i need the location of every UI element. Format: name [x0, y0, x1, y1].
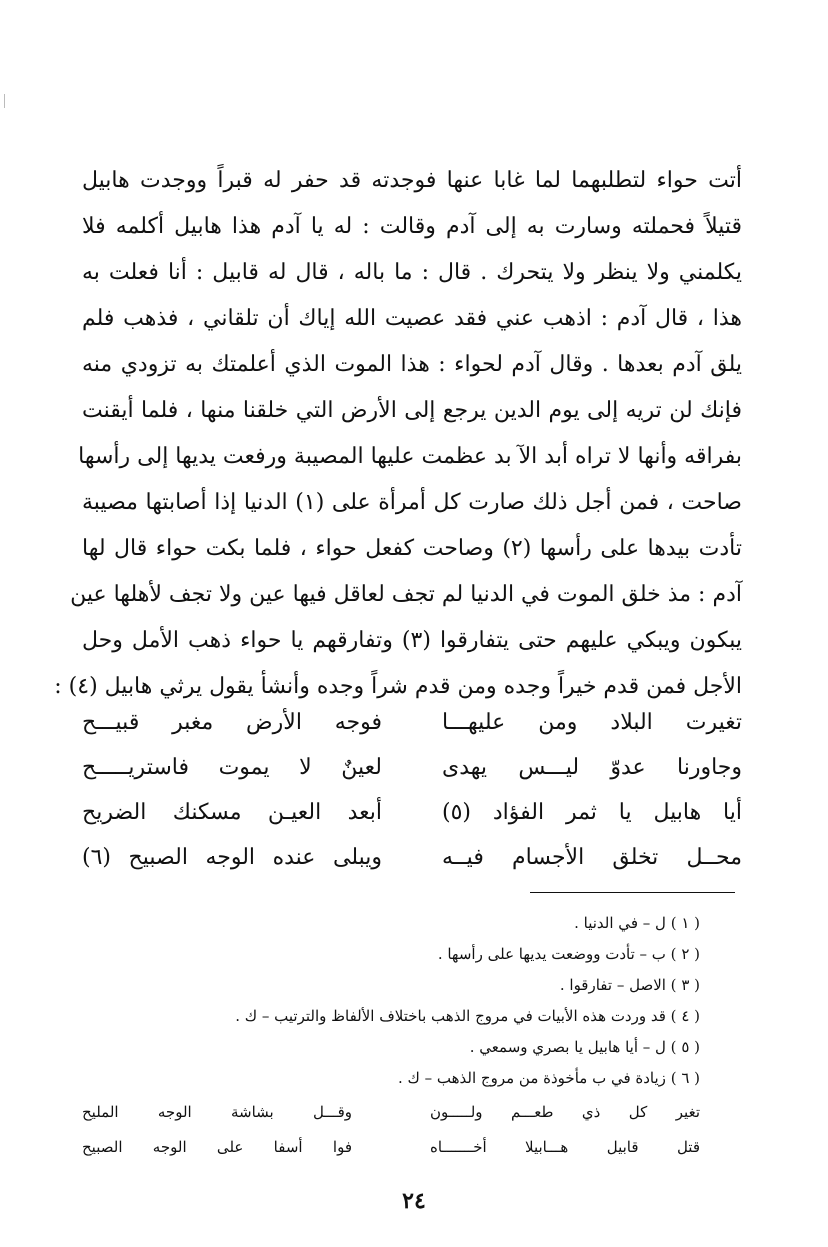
poem-verse	[82, 835, 742, 880]
footnote: ( ٤ ) قد وردت هذه الأبيات في مروج الذهب باختلاف الألفاظ والترتيب – ك .	[235, 1007, 700, 1025]
text-line: هذا ، قال آدم : اذهب عني فقد عصيت الله إياك أن تلقاني ، فذهب فلم	[82, 306, 742, 331]
footnote-verse	[82, 1096, 700, 1129]
footnote-verse-second: فوا أسفا على الوجه الصبيح	[82, 1138, 352, 1156]
page-number: ٢٤	[402, 1188, 426, 1214]
poem-verse	[82, 745, 742, 790]
text-line: يكلمني ولا ينظر ولا يتحرك . قال : ما باله ، قال له قابيل : أنا فعلت به	[82, 260, 742, 285]
text-line: قتيلاً فحملته وسارت به إلى آدم وقالت : له يا آدم هذا هابيل أكلمه فلا	[82, 214, 742, 239]
verse-first-hemistich: وجاورنا عدوّ ليـــس يهدى	[442, 755, 742, 780]
main-text	[54, 158, 742, 710]
footnote: ( ٦ ) زيادة في ب مأخوذة من مروج الذهب – ك .	[397, 1069, 700, 1087]
text-line: يلق آدم بعدها . وقال آدم لحواء : هذا الموت الذي أعلمتك به تزودي منه	[82, 352, 742, 377]
text-line: فإنك لن تريه إلى يوم الدين يرجع إلى الأرض التي خلقنا منها ، فلما أيقنت	[82, 398, 742, 423]
footnote: ( ٥ ) ل – أيا هابيل يا بصري وسمعي .	[469, 1038, 700, 1056]
verse-second-hemistich: فوجه الأرض مغبر قبيـــح	[82, 710, 382, 735]
poem-verse	[82, 700, 742, 745]
text-line: صاحت ، فمن أجل ذلك صارت كل أمرأة على (١) الدنيا إذا أصابتها مصيبة	[82, 490, 742, 515]
text-line: آدم : مذ خلق الموت في الدنيا لم تجف لعاقل فيها عين ولا تجف لأهلها عين	[70, 582, 742, 607]
verse-first-hemistich: أيا هابيل يا ثمر الفؤاد (٥)	[442, 800, 742, 825]
verse-first-hemistich: محــل تخلق الأجسام فيــه	[442, 845, 742, 870]
verse-second-hemistich: أبعد العيـن مسكنك الضريح	[82, 800, 382, 825]
text-line: أتت حواء لتطلبهما لما غابا عنها فوجدته قد حفر له قبراً ووجدت هابيل	[82, 168, 742, 193]
footnote-separator	[530, 892, 735, 893]
text-line: يبكون ويبكي عليهم حتى يتفارقوا (٣) وتفارقهم يا حواء ذهب الأمل وحل	[82, 628, 742, 653]
footnote-verse-first: تغير كل ذي طعـــم ولـــــون	[430, 1103, 700, 1121]
footnote: ( ١ ) ل – في الدنيا .	[574, 914, 700, 932]
elegy-poem	[82, 700, 742, 880]
verse-first-hemistich: تغيرت البلاد ومن عليهـــا	[442, 710, 742, 735]
margin-mark	[4, 94, 5, 108]
verse-second-hemistich: ويبلى عنده الوجه الصبيح (٦)	[82, 845, 382, 870]
text-line: بفراقه وأنها لا تراه أبد الآ بد عظمت عليها المصيبة ورفعت يديها إلى رأسها	[78, 444, 742, 469]
footnote-verse	[82, 1131, 700, 1164]
poem-verse	[82, 790, 742, 835]
text-line: الأجل فمن قدم خيراً وجده ومن قدم شراً وجده وأنشأ يقول يرثي هابيل (٤) :	[54, 674, 742, 699]
footnote-verse-first: قتل قابيل هـــابيلا أخـــــــاه	[430, 1138, 700, 1156]
footnotes	[82, 908, 700, 1164]
footnote: ( ٢ ) ب – تأدت ووضعت يديها على رأسها .	[437, 945, 700, 963]
text-line: تأدت بيدها على رأسها (٢) وصاحت كفعل حواء ، فلما بكت حواء قال لها	[82, 536, 742, 561]
footnote: ( ٣ ) الاصل – تفارقوا .	[559, 976, 700, 994]
verse-second-hemistich: لعينٌ لا يموت فاستريـــــح	[82, 755, 382, 780]
footnote-verse-second: وقـــل بشاشة الوجه المليح	[82, 1103, 352, 1121]
